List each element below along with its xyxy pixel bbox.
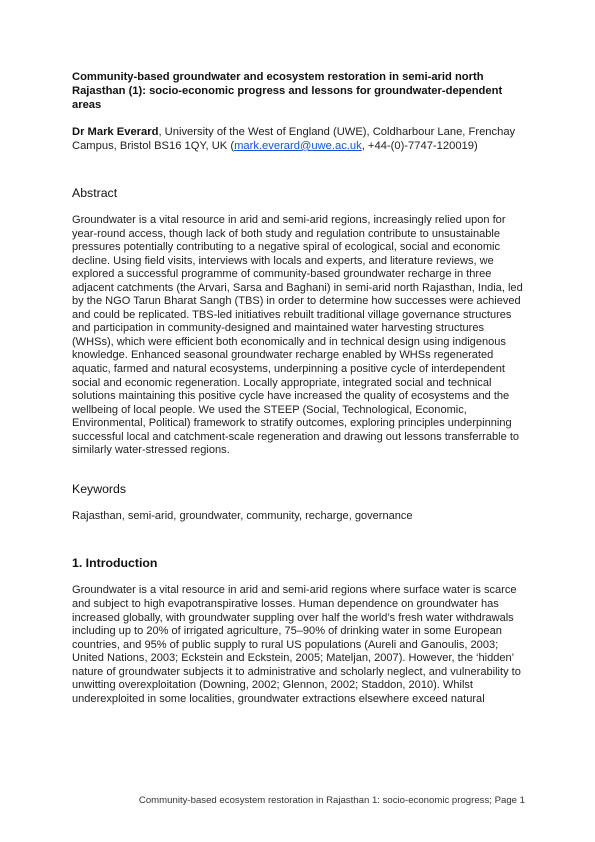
- author-name: Dr Mark Everard: [72, 125, 159, 138]
- author-phone: , +44-(0)-7747-120019): [361, 139, 478, 152]
- paper-title: Community-based groundwater and ecosystem restoration in semi-arid north Rajasthan (1): socio-economic progress and lessons for groundwater-dependent areas: [72, 71, 503, 112]
- author-email-link[interactable]: mark.everard@uwe.ac.uk: [234, 139, 362, 152]
- author-line: [72, 125, 527, 153]
- introduction-text: Groundwater is a vital resource in arid and semi-arid regions where surface water is scarce and subject to high evapotranspirative losses. Human dependence on groundwater has increased globally, with groundwater suppling over half the world’s fresh water withdrawals including up to 20% of irrigated agriculture, 75–90% of drinking water in some European countries, and 95% of public supply to rural US populations (Aureli and Ganoulis, 2003; United Nations, 2003; Eckstein and Eckstein, 2005; Mateljan, 2007). However, the ‘hidden’ nature of groundwater subjects it to administrative and scholarly neglect, and vulnerability to unwitting overexploitation (Downing, 2002; Glennon, 2002; Staddon, 2010). Whilst underexploited in some localities, groundwater extractions elsewhere exceed natural: [72, 584, 521, 705]
- keywords-heading: Keywords: [72, 481, 126, 496]
- paper-page: [72, 70, 527, 706]
- keywords-text: Rajasthan, semi-arid, groundwater, community, recharge, governance: [72, 509, 413, 522]
- author-affiliation: , University of the West of England (UWE), Coldharbour Lane, Frenchay Campus, Bristol BS16 1QY, UK (: [72, 125, 516, 152]
- abstract-heading: Abstract: [72, 186, 118, 201]
- introduction-heading: 1. Introduction: [72, 556, 158, 571]
- page-footer: Community-based ecosystem restoration in Rajasthan 1: socio-economic progress; Page 1: [138, 795, 525, 806]
- abstract-text: Groundwater is a vital resource in arid and semi-arid regions, increasingly relied upon for year-round access, though lack of both study and regulation contribute to unsustainable pressures potentially contributing to a negative spiral of ecological, social and economic decline. Using field visits, interviews with locals and experts, and literature reviews, we explored a successful programme of community-based groundwater recharge in three adjacent catchments (the Arvari, Sarsa and Baghani) in semi-arid north Rajasthan, India, led by the NGO Tarun Bharat Sangh (TBS) in order to determine how successes were achieved and could be replicated. TBS-led initiatives rebuilt traditional village governance structures and participation in community-designed and maintained water harvesting structures (WHSs), which were efficient both economically and in technical design using indigenous knowledge. Enhanced seasonal groundwater recharge enabled by WHSs regenerated aquatic, farmed and natural ecosystems, underpinning a positive cycle of interdependent social and economic regeneration. Locally appropriate, integrated social and technical solutions maintaining this positive cycle have increased the quality of ecosystems and the wellbeing of local people. We used the STEEP (Social, Technological, Economic, Environmental, Political) framework to stratify outcomes, exploring principles underpinning successful local and catchment-scale regeneration and drawing out lessons transferrable to similarly water-stressed regions.: [72, 214, 523, 457]
